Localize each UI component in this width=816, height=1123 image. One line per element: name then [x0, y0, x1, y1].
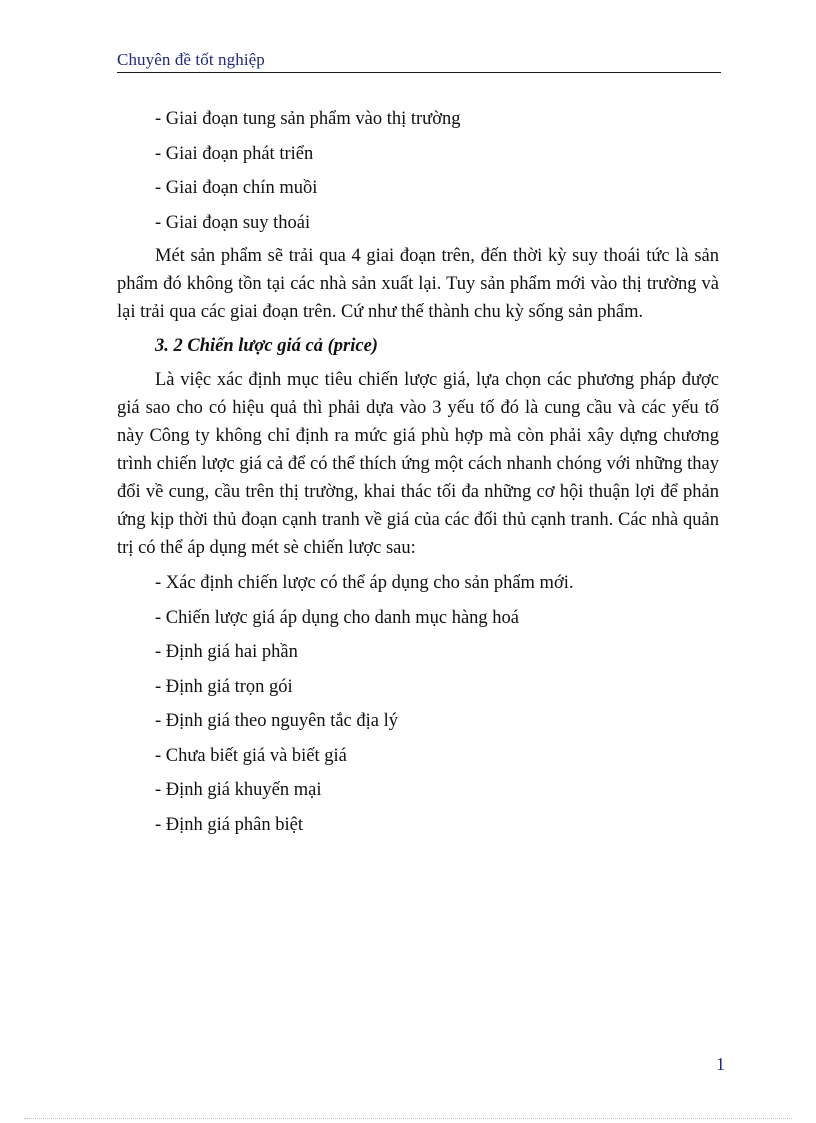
page-number: 1 [716, 1054, 725, 1074]
page-header [117, 48, 721, 73]
stage-item-2: - Giai đoạn phát triển [155, 143, 314, 164]
stage-item-4: - Giai đoạn suy thoái [155, 212, 311, 233]
strategy-item-7: - Định giá khuyến mại [155, 780, 322, 800]
paragraph-product-lifecycle: Mét sản phẩm sẽ trải qua 4 giai đoạn trên, đến thời kỳ suy thoái tức là sản phẩm đó không tồn tại các nhà sản xuất lại. Tuy sản phẩm mới vào thị trường và lại trải qua các giai đoạn trên. Cứ như thế thành chu kỳ sống sản phẩm. [117, 246, 719, 322]
page-content [117, 104, 719, 844]
strategy-item-5: - Định giá theo nguyên tắc địa lý [155, 711, 399, 731]
strategy-item-3: - Định giá hai phần [155, 642, 298, 662]
stage-item-1: - Giai đoạn tung sản phẩm vào thị trường [155, 109, 461, 129]
stage-item-3: - Giai đoạn chín muồi [155, 178, 318, 198]
section-heading-price-strategy: 3. 2 Chiến lược giá cả (price) [155, 336, 378, 356]
paragraph-price-strategy: Là việc xác định mục tiêu chiến lược giá, lựa chọn các phương pháp được giá sao cho có hiệu quả thì phải dựa vào 3 yếu tố đó là cung cầu và các yếu tố này Công ty không chỉ định ra mức giá phù hợp mà còn phải xây dựng chương trình chiến lược giá cả để có thể thích ứng một cách nhanh chóng với những thay đổi về cung, cầu trên thị trường, khai thác tối đa những cơ hội thuận lợi để phản ứng kịp thời thủ đoạn cạnh tranh về giá của các đối thủ cạnh tranh. Các nhà quản trị có thể áp dụng mét sè chiến lược sau: [117, 370, 719, 558]
strategy-item-6: - Chưa biết giá và biết giá [155, 745, 347, 766]
strategy-item-2: - Chiến lược giá áp dụng cho danh mục hàng hoá [155, 607, 520, 628]
strategy-item-1: - Xác định chiến lược có thể áp dụng cho sản phẩm mới. [155, 573, 574, 593]
header-title: Chuyên đề tốt nghiệp [117, 50, 265, 69]
strategy-item-8: - Định giá phân biệt [155, 814, 303, 835]
strategy-item-4: - Định giá trọn gói [155, 676, 293, 697]
page-bottom-divider [24, 1118, 792, 1119]
